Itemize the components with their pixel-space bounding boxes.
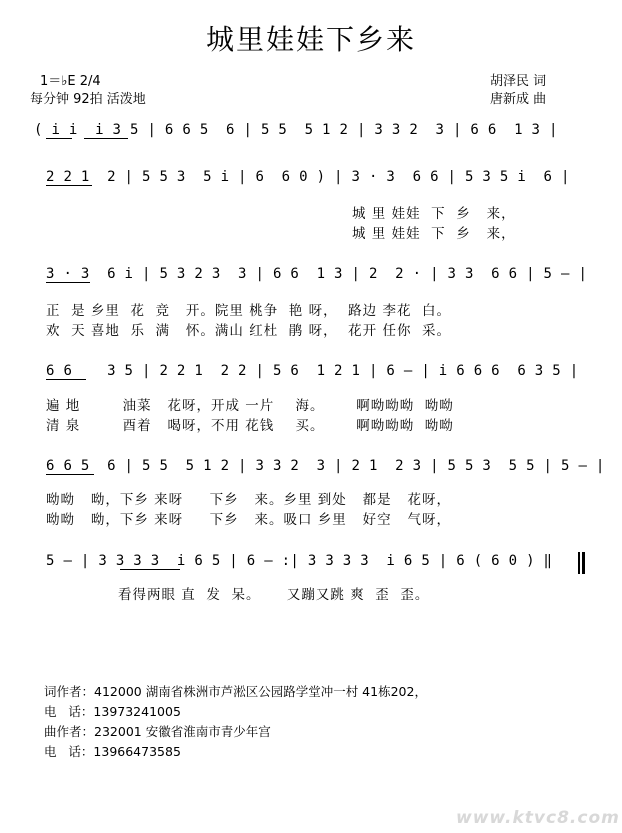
score-line-4: 6 6 3 5 | 2 2 1 2 2 | 5 6 1 2 1 | 6 — | i 6 6 6 6 3 5 | [46,363,579,379]
lyrics-2-verse-2: 城 里 娃娃 下 乡 来， [352,226,516,242]
lyrics-4-verse-1: 遍 地 油菜 花呀，开成 一片 海。 啊呦呦呦 呦呦 [46,398,454,414]
phone-label: 电 话： [44,744,94,759]
score-line-1: ( i i i 3 5 | 6 6 5 6 | 5 5 5 1 2 | 3 3 2 3 | 6 6 1 3 | [34,122,558,138]
lyrics-6: 看得两眼 直 发 呆。 又蹦又跳 爽 歪 歪。 [118,587,430,603]
score-line-3: 3 · 3 6 i | 5 3 2 3 3 | 6 6 1 3 | 2 2 · | 3 3 6 6 | 5 — | [46,266,588,282]
score-line-6: 5 — | 3 3 3 3 i 6 5 | 6 — :| 3 3 3 3 i 6 5 | 6 ( 6 0 ) ‖ [46,553,553,569]
lyrics-5-verse-1: 呦呦 呦，下乡 来呀 下乡 来。乡里 到处 都是 花呀， [46,492,452,508]
composer-label: 曲作者： [44,724,95,739]
composer-phone-line [44,742,181,760]
composer-address: 232001 安徽省淮南市青少年宫 [94,724,271,739]
score-line-5: 6 6 5 6 | 5 5 5 1 2 | 3 3 2 3 | 2 1 2 3 | 5 5 3 5 5 | 5 — | [46,458,605,474]
beam [46,474,94,475]
final-barline [578,552,580,574]
lyricist-phone: 13973241005 [93,704,181,719]
lyrics-3-verse-1: 正 是 乡里 花 竞 开。院里 桃争 艳 呀， 路边 李花 白。 [46,303,452,319]
beam [46,185,92,186]
final-barline-thick [582,552,585,574]
key-signature: 1＝♭E 2/4 [40,74,101,89]
score-line-2: 2 2 1 2 | 5 5 3 5 i | 6 6 0 ) | 3 · 3 6 6 | 5 3 5 i 6 | [46,169,570,185]
lyricist-label: 词作者： [44,684,95,699]
lyricist-address: 412000 湖南省株洲市芦淞区公园路学堂冲一村 41栋202， [94,684,427,699]
composer-credit: 唐新成 曲 [490,92,547,107]
watermark: www.ktvc8.com [456,808,620,828]
lyrics-3-verse-2: 欢 天 喜地 乐 满 怀。满山 红杜 鹃 呀， 花开 任你 采。 [46,323,452,339]
composer-info [44,722,271,740]
lyrics-4-verse-2: 清 泉 酉着 喝呀，不用 花钱 买。 啊呦呦呦 呦呦 [46,418,454,434]
lyrics-5-verse-2: 呦呦 呦，下乡 来呀 下乡 来。吸口 乡里 好空 气呀， [46,512,452,528]
beam [84,138,128,139]
tempo-marking: 每分钟 92拍 活泼地 [30,92,146,107]
lyrics-2-verse-1: 城 里 娃娃 下 乡 来， [352,206,516,222]
lyricist-info [44,682,427,700]
beam [46,379,86,380]
song-title: 城里娃娃下乡来 [205,23,416,56]
composer-phone: 13966473585 [93,744,181,759]
beam [46,138,72,139]
beam [120,569,180,570]
phone-label: 电 话： [44,704,94,719]
beam [46,282,90,283]
lyricist-credit: 胡泽民 词 [490,74,547,89]
lyricist-phone-line [44,702,181,720]
